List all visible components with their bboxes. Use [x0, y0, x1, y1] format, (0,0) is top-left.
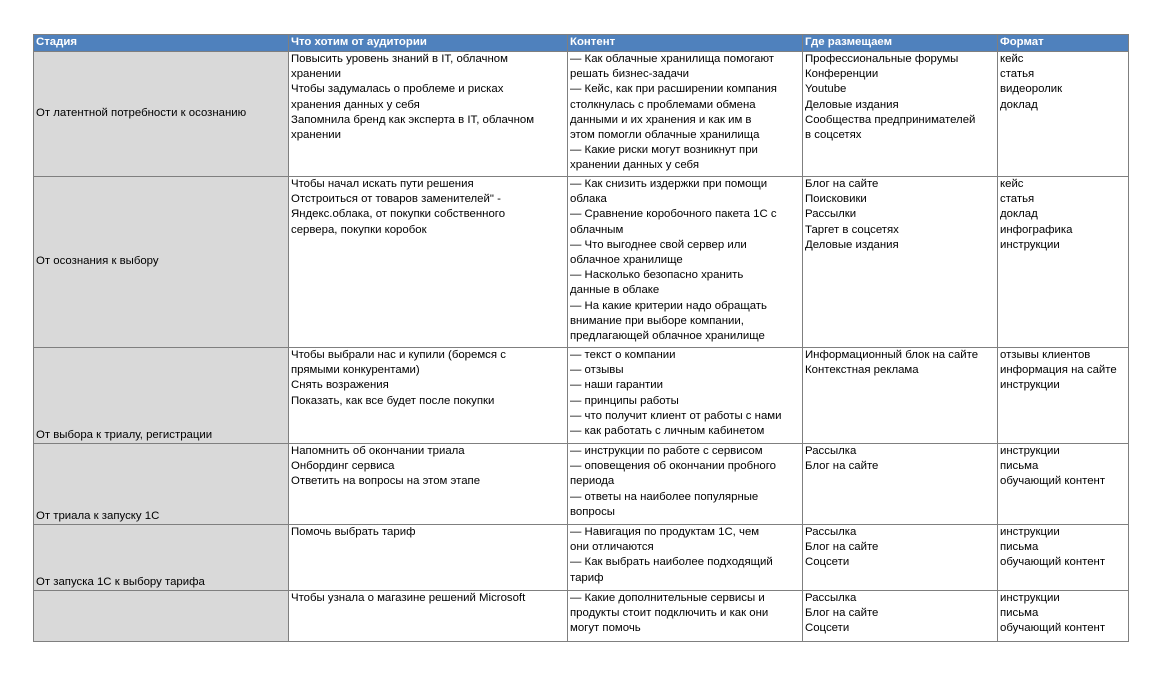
placement-line: Блог на сайте — [805, 460, 879, 473]
goal-line: Отстроиться от товаров заменителей" - — [291, 193, 501, 206]
format-line: отзывы клиентов — [1000, 349, 1091, 361]
stage-cell — [34, 525, 289, 591]
goals-cell — [289, 52, 568, 177]
goal-line: Напомнить об окончании триала — [291, 445, 465, 457]
content-line: — Как снизить издержки при помощи — [570, 178, 768, 190]
format-line: кейс — [1000, 53, 1024, 65]
stage-label: От запуска 1С к выбору тарифа — [36, 575, 205, 588]
stage-cell — [34, 52, 289, 177]
placement-line: Рассылка — [805, 526, 857, 538]
content-line: они отличаются — [570, 541, 654, 554]
table-row — [34, 444, 1129, 525]
content-line: внимание при выборе компании, — [570, 314, 744, 327]
placement-line: Блог на сайте — [805, 541, 879, 554]
format-line: письма — [1000, 607, 1039, 620]
goal-line: хранения данных у себя — [291, 98, 420, 111]
content-line: — инструкции по работе с сервисом — [570, 445, 763, 457]
goals-cell — [289, 348, 568, 444]
content-line: — оповещения об окончании пробного — [570, 460, 776, 473]
placement-cell — [803, 177, 998, 348]
format-line: инфографика — [1000, 223, 1073, 236]
format-line: письма — [1000, 541, 1039, 554]
table-row — [34, 177, 1129, 348]
content-line: — Сравнение коробочного пакета 1С с — [570, 208, 777, 221]
goal-line: прямыми конкурентами) — [291, 364, 420, 377]
format-line: доклад — [1000, 98, 1038, 111]
content-line: — как работать с личным кабинетом — [570, 425, 765, 438]
content-line: — наши гарантии — [570, 379, 663, 392]
stage-label: От триала к запуску 1С — [36, 509, 160, 522]
goal-line: сервера, покупки коробок — [291, 223, 427, 236]
table-row — [34, 348, 1129, 444]
content-line: — Какие риски могут возникнут при — [570, 144, 758, 157]
placement-line: Рассылки — [805, 208, 857, 221]
stage-label: От выбора к триалу, регистрации — [36, 428, 213, 441]
placement-cell — [803, 444, 998, 525]
content-line: могут помочь — [570, 622, 641, 635]
content-line: облачное хранилище — [570, 254, 683, 267]
placement-line: Контекстная реклама — [805, 364, 919, 377]
goals-cell — [289, 177, 568, 348]
format-line: инструкции — [1000, 592, 1060, 604]
placement-line: Рассылка — [805, 592, 857, 604]
placement-line: Поисковики — [805, 193, 867, 206]
header-format: Формат — [998, 35, 1129, 52]
goals-cell — [289, 525, 568, 591]
goal-line: Повысить уровень знаний в IT, облачном — [291, 53, 508, 65]
format-line: инструкции — [1000, 379, 1060, 392]
content-line: — Как облачные хранилища помогают — [570, 53, 774, 65]
stage-label: От латентной потребности к осознанию — [36, 107, 247, 120]
content-line: — Как выбрать наиболее подходящий — [570, 556, 773, 569]
content-line: — текст о компании — [570, 349, 676, 361]
header-stage: Стадия — [34, 35, 289, 52]
content-line: данными и их хранения и как им в — [570, 113, 752, 126]
content-line: — Навигация по продуктам 1С, чем — [570, 526, 760, 538]
placement-cell — [803, 525, 998, 591]
format-cell — [998, 52, 1129, 177]
content-line: облака — [570, 193, 607, 206]
header-row — [34, 35, 1129, 52]
content-line: этом помогли облачные хранилища — [570, 129, 760, 142]
content-line: периода — [570, 475, 615, 488]
goal-line: хранении — [291, 129, 342, 142]
goal-line: Показать, как все будет после покупки — [291, 394, 495, 407]
format-line: инструкции — [1000, 238, 1060, 251]
content-line: — что получит клиент от работы с нами — [570, 409, 782, 422]
placement-cell — [803, 591, 998, 642]
content-line: облачным — [570, 223, 624, 236]
stage-cell — [34, 348, 289, 444]
content-line: — отзывы — [570, 364, 624, 377]
placement-line: в соцсетях — [805, 129, 862, 142]
format-line: письма — [1000, 460, 1039, 473]
format-cell — [998, 444, 1129, 525]
placement-line: Youtube — [805, 83, 847, 96]
header-placement: Где размещаем — [803, 35, 998, 52]
placement-line: Соцсети — [805, 556, 850, 569]
format-line: обучающий контент — [1000, 475, 1106, 488]
content-line: данные в облаке — [570, 284, 660, 297]
content-cell — [568, 444, 803, 525]
placement-line: Рассылка — [805, 445, 857, 457]
content-line: — принципы работы — [570, 394, 679, 407]
format-line: видеоролик — [1000, 83, 1063, 96]
goal-line: Снять возражения — [291, 379, 389, 392]
placement-line: Конференции — [805, 68, 879, 81]
goal-line: Яндекс.облака, от покупки собственного — [291, 208, 506, 221]
placement-line: Деловые издания — [805, 98, 899, 111]
goal-line: Чтобы узнала о магазине решений Microsoft — [291, 592, 526, 604]
format-line: инструкции — [1000, 445, 1060, 457]
goal-line: Помочь выбрать тариф — [291, 526, 416, 538]
header-goals: Что хотим от аудитории — [289, 35, 568, 52]
format-line: инструкции — [1000, 526, 1060, 538]
stage-label: От осознания к выбору — [36, 255, 159, 268]
stage-cell — [34, 177, 289, 348]
table-row — [34, 525, 1129, 591]
format-line: информация на сайте — [1000, 364, 1117, 377]
content-line: продукты стоит подключить и как они — [570, 607, 769, 620]
format-line: статья — [1000, 68, 1035, 81]
content-line: — Насколько безопасно хранить — [570, 269, 744, 282]
content-line: тариф — [570, 571, 604, 584]
placement-line: Профессиональные форумы — [805, 53, 959, 65]
content-line: столкнулась с проблемами обмена — [570, 98, 756, 111]
content-cell — [568, 348, 803, 444]
content-cell — [568, 52, 803, 177]
content-line: — На какие критерии надо обращать — [570, 299, 767, 312]
content-line: — Какие дополнительные сервисы и — [570, 592, 765, 604]
goals-cell — [289, 444, 568, 525]
placement-line: Сообщества предпринимателей — [805, 113, 976, 126]
header-content: Контент — [568, 35, 803, 52]
format-cell — [998, 591, 1129, 642]
content-cell — [568, 525, 803, 591]
format-line: обучающий контент — [1000, 622, 1106, 635]
placement-line: Информационный блок на сайте — [805, 349, 979, 361]
placement-line: Деловые издания — [805, 238, 899, 251]
format-line: обучающий контент — [1000, 556, 1106, 569]
content-line: вопросы — [570, 505, 615, 518]
content-line: — Кейс, как при расширении компания — [570, 83, 777, 96]
content-line: — Что выгоднее свой сервер или — [570, 238, 747, 251]
table-row — [34, 52, 1129, 177]
format-line: кейс — [1000, 178, 1024, 190]
placement-line: Блог на сайте — [805, 607, 879, 620]
format-cell — [998, 177, 1129, 348]
content-cell — [568, 591, 803, 642]
content-line: предлагающей облачное хранилище — [570, 330, 765, 343]
goal-line: Чтобы выбрали нас и купили (боремся с — [291, 349, 506, 361]
format-cell — [998, 525, 1129, 591]
goal-line: Чтобы начал искать пути решения — [291, 178, 474, 190]
placement-cell — [803, 348, 998, 444]
content-line: — ответы на наиболее популярные — [570, 490, 759, 503]
placement-line: Таргет в соцсетях — [805, 223, 899, 236]
format-cell — [998, 348, 1129, 444]
placement-line: Блог на сайте — [805, 178, 879, 190]
content-line: хранении данных у себя — [570, 159, 699, 172]
format-line: доклад — [1000, 208, 1038, 221]
content-cell — [568, 177, 803, 348]
stage-cell — [34, 591, 289, 642]
goal-line: хранении — [291, 68, 342, 81]
placement-line: Соцсети — [805, 622, 850, 635]
goals-cell — [289, 591, 568, 642]
stage-cell — [34, 444, 289, 525]
goal-line: Онбординг сервиса — [291, 460, 395, 473]
placement-cell — [803, 52, 998, 177]
goal-line: Запомнила бренд как эксперта в IT, облачном — [291, 113, 535, 126]
content-line: решать бизнес-задачи — [570, 68, 690, 81]
goal-line: Чтобы задумалась о проблеме и рисках — [291, 83, 504, 96]
goal-line: Ответить на вопросы на этом этапе — [291, 475, 481, 488]
content-strategy-table — [33, 34, 1129, 642]
table-row — [34, 591, 1129, 642]
format-line: статья — [1000, 193, 1035, 206]
